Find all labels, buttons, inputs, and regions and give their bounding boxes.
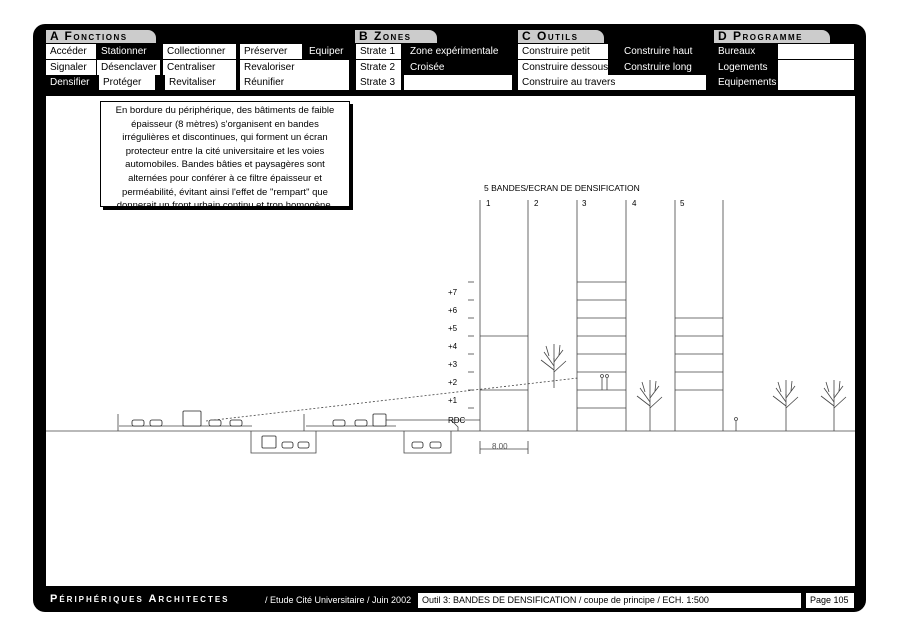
level-label: +6 bbox=[448, 306, 458, 315]
trees bbox=[541, 344, 846, 431]
level-label: +4 bbox=[448, 342, 458, 351]
programme-equipements[interactable]: Equipements bbox=[714, 75, 776, 90]
section-b-header: B Zones bbox=[355, 30, 437, 43]
page-number: Page 105 bbox=[806, 593, 854, 608]
truck bbox=[262, 436, 276, 448]
car bbox=[282, 442, 293, 448]
programme-bureaux-value bbox=[778, 44, 854, 59]
dimension-label: 8.00 bbox=[492, 442, 508, 451]
fonction-collectionner[interactable]: Collectionner bbox=[163, 44, 236, 59]
band-label-5: 5 bbox=[680, 199, 685, 208]
band-label-1: 1 bbox=[486, 199, 491, 208]
fonction-reunifier[interactable]: Réunifier bbox=[240, 75, 349, 90]
car bbox=[132, 420, 144, 426]
level-label: +7 bbox=[448, 288, 458, 297]
people bbox=[601, 375, 609, 391]
fonction-preserver[interactable]: Préserver bbox=[240, 44, 302, 59]
tool-caption: Outil 3: BANDES DE DENSIFICATION / coupe de principe / ECH. 1:500 bbox=[418, 593, 801, 608]
fonction-stationner[interactable]: Stationner bbox=[97, 44, 157, 59]
tree bbox=[541, 344, 566, 388]
car bbox=[230, 420, 242, 426]
zone-croisee[interactable]: Croisée bbox=[406, 60, 512, 75]
zone-empty bbox=[404, 75, 512, 90]
section-c-header: C Outils bbox=[518, 30, 604, 43]
outil-construire-haut[interactable]: Construire haut bbox=[620, 44, 706, 59]
section-a-header: A Fonctions bbox=[46, 30, 156, 43]
car bbox=[355, 420, 367, 426]
outil-construire-dessous[interactable]: Construire dessous bbox=[518, 60, 608, 75]
zone-experimentale[interactable]: Zone expérimentale bbox=[406, 44, 512, 59]
tree bbox=[637, 380, 662, 431]
fonction-revaloriser[interactable]: Revaloriser bbox=[240, 60, 349, 75]
car bbox=[412, 442, 423, 448]
level-label: +3 bbox=[448, 360, 458, 369]
programme-logements[interactable]: Logements bbox=[714, 60, 774, 75]
section-d-header: D Programme bbox=[714, 30, 830, 43]
outil-construire-petit[interactable]: Construire petit bbox=[518, 44, 608, 59]
vehicles bbox=[132, 411, 441, 448]
outil-construire-long[interactable]: Construire long bbox=[620, 60, 706, 75]
band-label-4: 4 bbox=[632, 199, 637, 208]
description-callout: En bordure du périphérique, des bâtiments de faible épaisseur (8 mètres) s'organisent en bandes irrégulières et discontinues, qui forment un écran protecteur entre la cité universitaire et les voies automobiles. Bandes bâties et paysagères sont alternées pour conférer à ce filtre épaisseur et perméabilité, évitant ainsi l'effet de "rempart" que donnerait un front urbain continu et trop homogène. bbox=[100, 101, 350, 207]
firm-name: Périphériques Architectes bbox=[50, 593, 230, 605]
zone-strate-3[interactable]: Strate 3 bbox=[356, 75, 401, 90]
programme-logements-value bbox=[778, 60, 854, 75]
drawing-title: 5 BANDES/ECRAN DE DENSIFICATION bbox=[484, 183, 640, 193]
fonction-densifier[interactable]: Densifier bbox=[46, 75, 96, 90]
outil-construire-travers[interactable]: Construire au travers bbox=[518, 75, 706, 90]
fonction-signaler[interactable]: Signaler bbox=[46, 60, 96, 75]
programme-bureaux[interactable]: Bureaux bbox=[714, 44, 774, 59]
level-label: +2 bbox=[448, 378, 458, 387]
car bbox=[333, 420, 345, 426]
fonction-desenclaver[interactable]: Désenclaver bbox=[97, 60, 160, 75]
fonction-acceder[interactable]: Accéder bbox=[46, 44, 96, 59]
level-label: +1 bbox=[448, 396, 458, 405]
tree bbox=[821, 380, 846, 431]
fonction-equiper[interactable]: Equiper bbox=[303, 44, 349, 59]
car bbox=[298, 442, 309, 448]
car bbox=[430, 442, 441, 448]
level-label: +5 bbox=[448, 324, 458, 333]
tree bbox=[773, 380, 798, 431]
zone-strate-1[interactable]: Strate 1 bbox=[356, 44, 401, 59]
level-label: RDC bbox=[448, 416, 466, 425]
fonction-centraliser[interactable]: Centraliser bbox=[163, 60, 236, 75]
fonction-revitaliser[interactable]: Revitaliser bbox=[165, 75, 236, 90]
truck bbox=[373, 414, 386, 426]
study-info: / Etude Cité Universitaire / Juin 2002 bbox=[265, 595, 412, 605]
programme-equipements-value bbox=[778, 75, 854, 90]
car bbox=[209, 420, 221, 426]
zone-strate-2[interactable]: Strate 2 bbox=[356, 60, 401, 75]
truck bbox=[183, 411, 201, 426]
person bbox=[735, 418, 738, 432]
band-label-3: 3 bbox=[582, 199, 587, 208]
fonction-proteger[interactable]: Protéger bbox=[99, 75, 155, 90]
car bbox=[150, 420, 162, 426]
band-label-2: 2 bbox=[534, 199, 539, 208]
